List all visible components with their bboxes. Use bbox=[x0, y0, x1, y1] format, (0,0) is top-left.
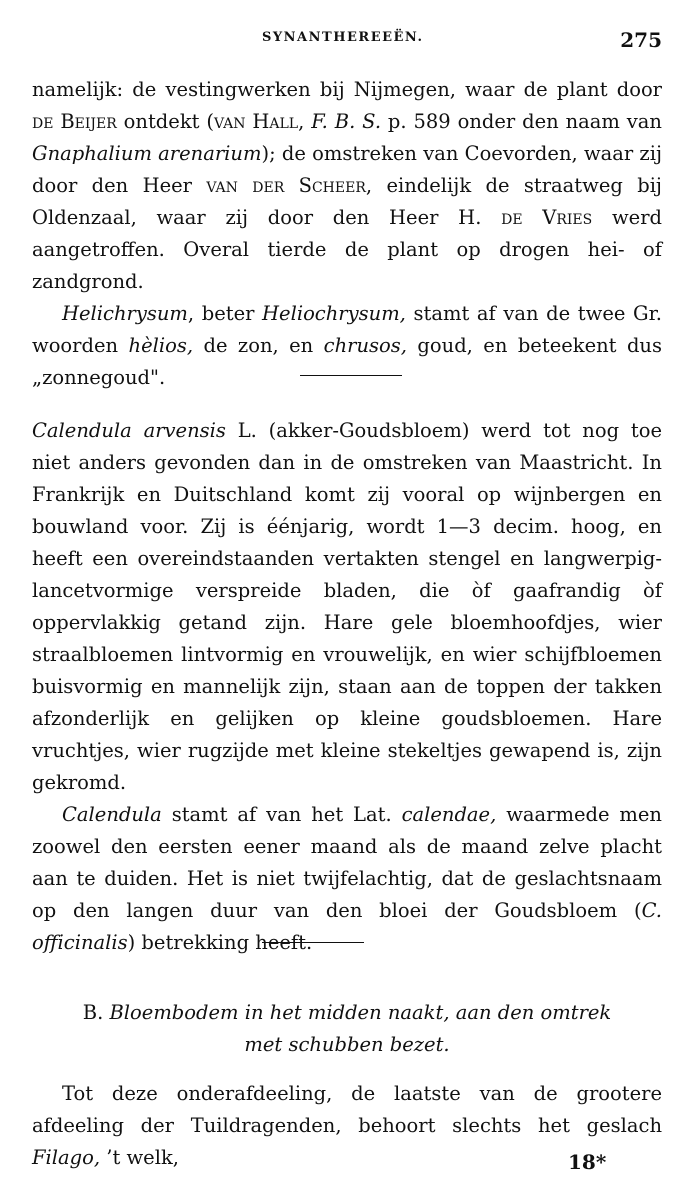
text-run: p. 589 onder den naam van bbox=[381, 110, 662, 133]
section-label: B. bbox=[82, 1001, 110, 1024]
paragraph-vestingwerken bbox=[32, 74, 662, 298]
text-run: goud, en beteekent dus „zonnegoud". bbox=[32, 334, 662, 389]
text-run: L. (akker-Goudsbloem) werd tot nog toe niet anders gevonden dan in de omstreken van Maastricht. In Frankrijk en Duitschland komt zij vooral op wijnbergen en bouwland voor. Zij is éénjarig, wordt 1—3 decim. hoog, en heeft een overeindstaanden vertakten stengel en langwerpig-lancetvormige verspreide bladen, die òf gaafrandig òf oppervlakkig getand zijn. Hare gele bloemhoofdjes, wier straalbloemen lintvormig en vrouwelijk, en wier schijfbloemen buisvormig en mannelijk zijn, staan aan de toppen der takken afzonderlijk en gelijken op kleine goudsbloemen. Hare vruchtjes, wier rugzijde met kleine stekeltjes gewapend is, zijn gekromd. bbox=[32, 419, 662, 794]
section-divider bbox=[262, 942, 364, 943]
text-run: namelijk: de vestingwerken bij Nijmegen, waar de plant door bbox=[32, 78, 662, 101]
page-number: 275 bbox=[620, 28, 662, 52]
species-name: Gnaphalium arenarium bbox=[32, 142, 262, 165]
species-name: Calendula arvensis bbox=[32, 419, 226, 442]
text-run: , beter bbox=[187, 302, 263, 325]
text-run: ) betrekking heeft. bbox=[127, 931, 313, 954]
upper-text-block bbox=[32, 74, 662, 394]
citation: F. B. S. bbox=[311, 110, 382, 133]
section-heading-line bbox=[32, 1029, 662, 1061]
calendula-text-block bbox=[32, 415, 662, 959]
section-heading-line bbox=[32, 997, 662, 1029]
text-run: de zon, en bbox=[193, 334, 324, 357]
section-heading-b bbox=[32, 997, 662, 1061]
author-name: van Hall bbox=[213, 110, 299, 133]
text-run: werd aangetroffen. Overal tierde de plant op drogen hei- of zandgrond. bbox=[32, 206, 663, 293]
signature-mark: 18* bbox=[568, 1150, 607, 1174]
person-name: de Vries bbox=[501, 206, 593, 229]
text-run: Tot deze onderafdeeling, de laatste van de grootere afdeeling der Tuildragenden, behoort slechts het geslach bbox=[32, 1082, 662, 1137]
greek-word: chrusos, bbox=[323, 334, 407, 357]
section-divider bbox=[300, 375, 402, 376]
paragraph-calendula-arvensis bbox=[32, 415, 662, 799]
latin-word: calendae, bbox=[401, 803, 497, 826]
species-name: C. officinalis bbox=[32, 899, 662, 954]
author-name: de Beijer bbox=[32, 110, 117, 133]
genus-name: Heliochrysum, bbox=[262, 302, 406, 325]
text-run: , eindelijk de straatweg bij Oldenzaal, waar zij door den Heer H. bbox=[32, 174, 662, 229]
running-head: SYNANTHEREEËN. bbox=[262, 30, 424, 45]
paragraph-etymology-calendula bbox=[32, 799, 662, 959]
section-title: met schubben bezet. bbox=[244, 1033, 450, 1056]
text-run: stamt af van het Lat. bbox=[161, 803, 402, 826]
paragraph-etymology-helichrysum bbox=[32, 298, 662, 394]
text-run: ontdekt ( bbox=[116, 110, 214, 133]
text-run: ’t welk, bbox=[100, 1146, 179, 1169]
genus-name: Filago, bbox=[32, 1146, 101, 1169]
text-run: waarmede men zoowel den eersten eener maand als de maand zelve placht aan te duiden. Het is niet twijfelachtig, dat de geslachtsnaam op den langen duur van den bloei der Goudsbloem ( bbox=[32, 803, 662, 922]
greek-word: hèlios, bbox=[128, 334, 194, 357]
text-run: , bbox=[298, 110, 312, 133]
text-run: ); de omstreken van Coevorden, waar zij door den Heer bbox=[32, 142, 662, 197]
text-run: stamt af van de twee Gr. woorden bbox=[32, 302, 662, 357]
genus-name: Helichrysum bbox=[62, 302, 188, 325]
section-title: Bloembodem in het midden naakt, aan den omtrek bbox=[109, 1001, 612, 1024]
person-name: van der Scheer bbox=[206, 174, 366, 197]
genus-name: Calendula bbox=[62, 803, 162, 826]
